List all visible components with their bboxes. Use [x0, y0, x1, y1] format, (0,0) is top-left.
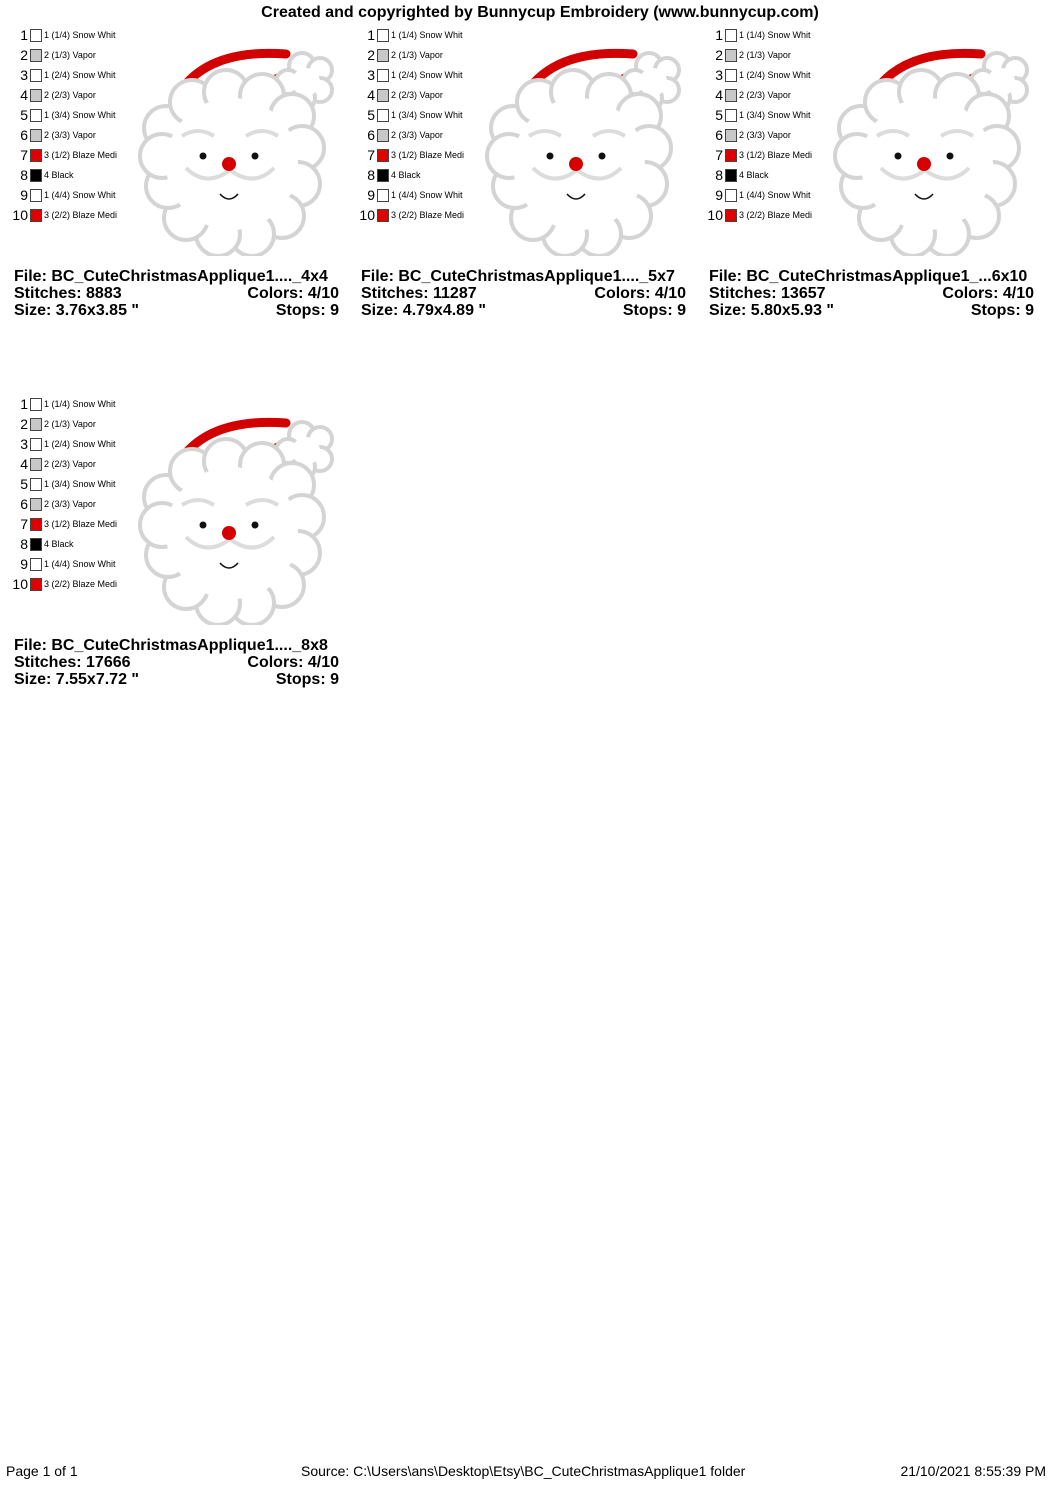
thread-label: 1 (4/4) Snow Whit — [391, 190, 463, 200]
file-name: File: BC_CuteChristmasApplique1...._4x4 — [14, 268, 328, 285]
stop-number: 2 — [20, 416, 28, 432]
thread-swatch — [725, 209, 737, 222]
page-number: Page 1 of 1 — [6, 1463, 78, 1479]
thread-label: 2 (1/3) Vapor — [44, 50, 96, 60]
thread-label: 3 (1/2) Blaze Medi — [44, 519, 118, 529]
thread-label: 1 (2/4) Snow Whit — [44, 439, 116, 449]
thread-label: 1 (3/4) Snow Whit — [44, 479, 116, 489]
thread-swatch — [725, 189, 737, 202]
stop-number: 1 — [20, 27, 28, 43]
thread-label: 2 (3/3) Vapor — [44, 499, 96, 509]
stop-number: 4 — [715, 87, 723, 103]
thread-swatch — [30, 558, 42, 571]
thread-swatch — [725, 109, 737, 122]
stop-count: Stops: 9 — [275, 302, 339, 319]
thread-swatch — [30, 129, 42, 142]
thread-swatch — [377, 89, 389, 102]
santa-design-image — [134, 405, 334, 625]
stop-number: 4 — [367, 87, 375, 103]
stop-number: 9 — [715, 187, 723, 203]
thread-swatch — [377, 169, 389, 182]
thread-swatch — [30, 498, 42, 511]
thread-swatch — [30, 69, 42, 82]
thread-swatch — [377, 129, 389, 142]
file-name: File: BC_CuteChristmasApplique1...._5x7 — [361, 268, 675, 285]
thread-swatch — [30, 458, 42, 471]
color-count: Colors: 4/10 — [247, 285, 339, 302]
design-size: Size: 4.79x4.89 " — [361, 302, 486, 319]
stitch-count: Stitches: 8883 — [14, 285, 122, 302]
stop-number: 3 — [20, 67, 28, 83]
stop-number: 7 — [20, 147, 28, 163]
thread-swatch — [725, 129, 737, 142]
stop-number: 5 — [20, 107, 28, 123]
design-card — [361, 28, 686, 348]
thread-label: 3 (1/2) Blaze Medi — [739, 150, 813, 160]
stop-number: 6 — [20, 127, 28, 143]
color-count: Colors: 4/10 — [942, 285, 1034, 302]
thread-swatch — [377, 209, 389, 222]
thread-label: 2 (2/3) Vapor — [44, 90, 96, 100]
stop-number: 8 — [20, 536, 28, 552]
thread-swatch — [377, 29, 389, 42]
thread-label: 2 (1/3) Vapor — [391, 50, 443, 60]
stop-number: 2 — [20, 47, 28, 63]
thread-label: 3 (2/2) Blaze Medi — [739, 210, 813, 220]
thread-label: 3 (2/2) Blaze Medi — [44, 579, 118, 589]
thread-label: 1 (2/4) Snow Whit — [739, 70, 811, 80]
thread-label: 2 (1/3) Vapor — [739, 50, 791, 60]
thread-label: 2 (1/3) Vapor — [44, 419, 96, 429]
stop-number: 6 — [367, 127, 375, 143]
thread-swatch — [30, 169, 42, 182]
stop-number: 4 — [20, 87, 28, 103]
thread-swatch — [30, 189, 42, 202]
print-datetime: 21/10/2021 8:55:39 PM — [900, 1463, 1046, 1479]
stitch-count: Stitches: 11287 — [361, 285, 477, 302]
santa-design-image — [829, 36, 1029, 256]
stop-number: 6 — [715, 127, 723, 143]
thread-label: 1 (4/4) Snow Whit — [44, 190, 116, 200]
thread-label: 2 (2/3) Vapor — [739, 90, 791, 100]
thread-swatch — [725, 169, 737, 182]
design-card — [14, 397, 339, 717]
design-card — [709, 28, 1034, 348]
thread-swatch — [30, 209, 42, 222]
source-path: Source: C:\Users\ans\Desktop\Etsy\BC_CuteChristmasApplique1 folder — [301, 1463, 746, 1479]
thread-swatch — [377, 69, 389, 82]
file-name: File: BC_CuteChristmasApplique1...._8x8 — [14, 637, 328, 654]
stop-number: 8 — [715, 167, 723, 183]
thread-label: 3 (2/2) Blaze Medi — [44, 210, 118, 220]
stop-number: 1 — [715, 27, 723, 43]
stitch-count: Stitches: 13657 — [709, 285, 826, 302]
thread-swatch — [30, 89, 42, 102]
thread-swatch — [377, 189, 389, 202]
thread-swatch — [377, 149, 389, 162]
santa-design-image — [481, 36, 681, 256]
thread-label: 3 (1/2) Blaze Medi — [44, 150, 118, 160]
thread-label: 3 (1/2) Blaze Medi — [391, 150, 465, 160]
thread-swatch — [30, 478, 42, 491]
thread-swatch — [725, 149, 737, 162]
thread-swatch — [377, 49, 389, 62]
stop-number: 10 — [707, 207, 723, 223]
design-card — [14, 28, 339, 348]
thread-swatch — [30, 109, 42, 122]
stop-number: 5 — [367, 107, 375, 123]
thread-label: 4 Black — [391, 170, 421, 180]
design-size: Size: 7.55x7.72 " — [14, 671, 139, 688]
stop-number: 6 — [20, 496, 28, 512]
thread-label: 1 (1/4) Snow Whit — [739, 30, 811, 40]
stop-number: 9 — [20, 556, 28, 572]
thread-label: 2 (3/3) Vapor — [391, 130, 443, 140]
thread-swatch — [30, 49, 42, 62]
stop-number: 5 — [20, 476, 28, 492]
thread-swatch — [725, 89, 737, 102]
thread-label: 2 (2/3) Vapor — [44, 459, 96, 469]
stop-number: 1 — [20, 396, 28, 412]
stop-number: 5 — [715, 107, 723, 123]
thread-label: 2 (3/3) Vapor — [44, 130, 96, 140]
stop-count: Stops: 9 — [275, 671, 339, 688]
thread-label: 1 (3/4) Snow Whit — [44, 110, 116, 120]
thread-label: 1 (3/4) Snow Whit — [391, 110, 463, 120]
thread-swatch — [30, 29, 42, 42]
thread-swatch — [30, 578, 42, 591]
thread-label: 4 Black — [44, 170, 74, 180]
design-info — [361, 268, 686, 319]
stop-number: 1 — [367, 27, 375, 43]
stop-number: 9 — [367, 187, 375, 203]
design-size: Size: 3.76x3.85 " — [14, 302, 139, 319]
thread-swatch — [30, 149, 42, 162]
thread-label: 1 (2/4) Snow Whit — [44, 70, 116, 80]
thread-swatch — [30, 438, 42, 451]
stop-number: 9 — [20, 187, 28, 203]
stop-number: 8 — [20, 167, 28, 183]
thread-label: 1 (1/4) Snow Whit — [391, 30, 463, 40]
stitch-count: Stitches: 17666 — [14, 654, 131, 671]
thread-label: 2 (3/3) Vapor — [739, 130, 791, 140]
color-count: Colors: 4/10 — [594, 285, 686, 302]
stop-number: 8 — [367, 167, 375, 183]
thread-label: 4 Black — [44, 539, 74, 549]
thread-label: 1 (1/4) Snow Whit — [44, 30, 116, 40]
design-info — [14, 268, 339, 319]
stop-number: 3 — [715, 67, 723, 83]
stop-number: 7 — [715, 147, 723, 163]
page-title: Created and copyrighted by Bunnycup Embroidery (www.bunnycup.com) — [261, 4, 819, 21]
thread-swatch — [30, 418, 42, 431]
design-size: Size: 5.80x5.93 " — [709, 302, 834, 319]
thread-swatch — [30, 398, 42, 411]
stop-number: 2 — [367, 47, 375, 63]
thread-swatch — [377, 109, 389, 122]
design-info — [709, 268, 1034, 319]
stop-number: 10 — [359, 207, 375, 223]
thread-label: 1 (1/4) Snow Whit — [44, 399, 116, 409]
stop-number: 3 — [367, 67, 375, 83]
stop-number: 7 — [367, 147, 375, 163]
stop-number: 3 — [20, 436, 28, 452]
thread-swatch — [725, 29, 737, 42]
thread-label: 1 (3/4) Snow Whit — [739, 110, 811, 120]
thread-swatch — [725, 69, 737, 82]
thread-label: 1 (4/4) Snow Whit — [739, 190, 811, 200]
thread-label: 1 (2/4) Snow Whit — [391, 70, 463, 80]
stop-number: 7 — [20, 516, 28, 532]
design-info — [14, 637, 339, 688]
stop-count: Stops: 9 — [970, 302, 1034, 319]
thread-swatch — [725, 49, 737, 62]
color-count: Colors: 4/10 — [247, 654, 339, 671]
thread-label: 2 (2/3) Vapor — [391, 90, 443, 100]
thread-label: 3 (2/2) Blaze Medi — [391, 210, 465, 220]
thread-label: 4 Black — [739, 170, 769, 180]
thread-swatch — [30, 538, 42, 551]
thread-label: 1 (4/4) Snow Whit — [44, 559, 116, 569]
thread-swatch — [30, 518, 42, 531]
file-name: File: BC_CuteChristmasApplique1_...6x10 — [709, 268, 1028, 285]
stop-number: 4 — [20, 456, 28, 472]
stop-count: Stops: 9 — [622, 302, 686, 319]
santa-design-image — [134, 36, 334, 256]
stop-number: 10 — [12, 207, 28, 223]
stop-number: 10 — [12, 576, 28, 592]
stop-number: 2 — [715, 47, 723, 63]
